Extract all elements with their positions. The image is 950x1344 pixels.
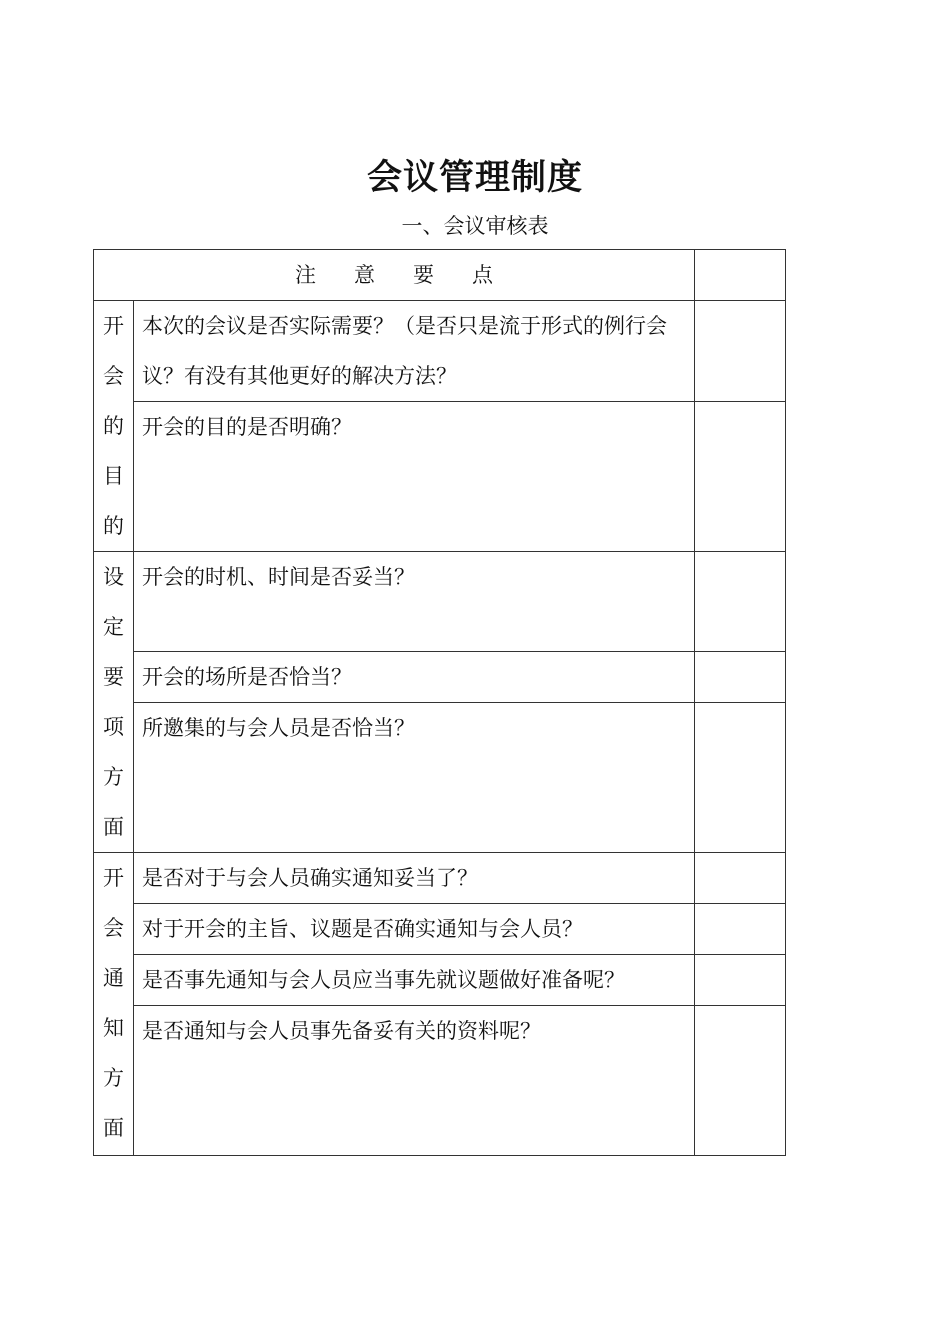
header-label: 注意要点 — [295, 263, 531, 287]
check-cell — [695, 301, 786, 402]
table-row — [94, 703, 786, 853]
item-cell: 是否通知与会人员事先备妥有关的资料呢？ — [134, 1006, 695, 1156]
category-char: 方 — [103, 1066, 124, 1090]
category-char: 开 — [103, 866, 124, 890]
category-cell-settings — [94, 552, 134, 853]
category-char: 定 — [103, 615, 124, 639]
item-cell: 对于开会的主旨、议题是否确实通知与会人员？ — [134, 904, 695, 955]
item-cell: 本次的会议是否实际需要？（是否只是流于形式的例行会议？有没有其他更好的解决方法？ — [134, 301, 695, 402]
check-cell — [695, 703, 786, 853]
category-cell-notice — [94, 853, 134, 1156]
category-char: 通 — [103, 966, 124, 990]
item-cell: 开会的目的是否明确？ — [134, 402, 695, 552]
category-char: 的 — [103, 514, 124, 538]
table-row — [94, 652, 786, 703]
meeting-review-table — [93, 249, 786, 1156]
category-char: 目 — [103, 464, 124, 488]
check-cell — [695, 250, 786, 301]
check-cell — [695, 652, 786, 703]
category-cell-purpose — [94, 301, 134, 552]
item-cell: 所邀集的与会人员是否恰当？ — [134, 703, 695, 853]
category-char: 设 — [103, 565, 124, 589]
category-char: 的 — [103, 414, 124, 438]
category-char: 面 — [103, 1116, 124, 1140]
table-row — [94, 301, 786, 402]
table-row — [94, 402, 786, 552]
category-char: 方 — [103, 765, 124, 789]
category-char: 知 — [103, 1016, 124, 1040]
item-cell: 开会的场所是否恰当？ — [134, 652, 695, 703]
category-char: 要 — [103, 665, 124, 689]
table-row — [94, 1006, 786, 1156]
category-char: 面 — [103, 815, 124, 839]
category-char: 会 — [103, 916, 124, 940]
table-row — [94, 552, 786, 652]
table-row — [94, 955, 786, 1006]
check-cell — [695, 552, 786, 652]
item-cell: 是否事先通知与会人员应当事先就议题做好准备呢？ — [134, 955, 695, 1006]
header-cell — [94, 250, 695, 301]
table-subtitle: 一、会议审核表 — [401, 214, 549, 238]
table-header-row — [94, 250, 786, 301]
check-cell — [695, 955, 786, 1006]
category-char: 开 — [103, 314, 124, 338]
check-cell — [695, 1006, 786, 1156]
item-cell: 开会的时机、时间是否妥当？ — [134, 552, 695, 652]
table-row — [94, 904, 786, 955]
document-title: 会议管理制度 — [366, 158, 583, 198]
check-cell — [695, 402, 786, 552]
table-row — [94, 853, 786, 904]
category-char: 会 — [103, 364, 124, 388]
category-char: 项 — [103, 715, 124, 739]
item-cell: 是否对于与会人员确实通知妥当了？ — [134, 853, 695, 904]
check-cell — [695, 853, 786, 904]
check-cell — [695, 904, 786, 955]
